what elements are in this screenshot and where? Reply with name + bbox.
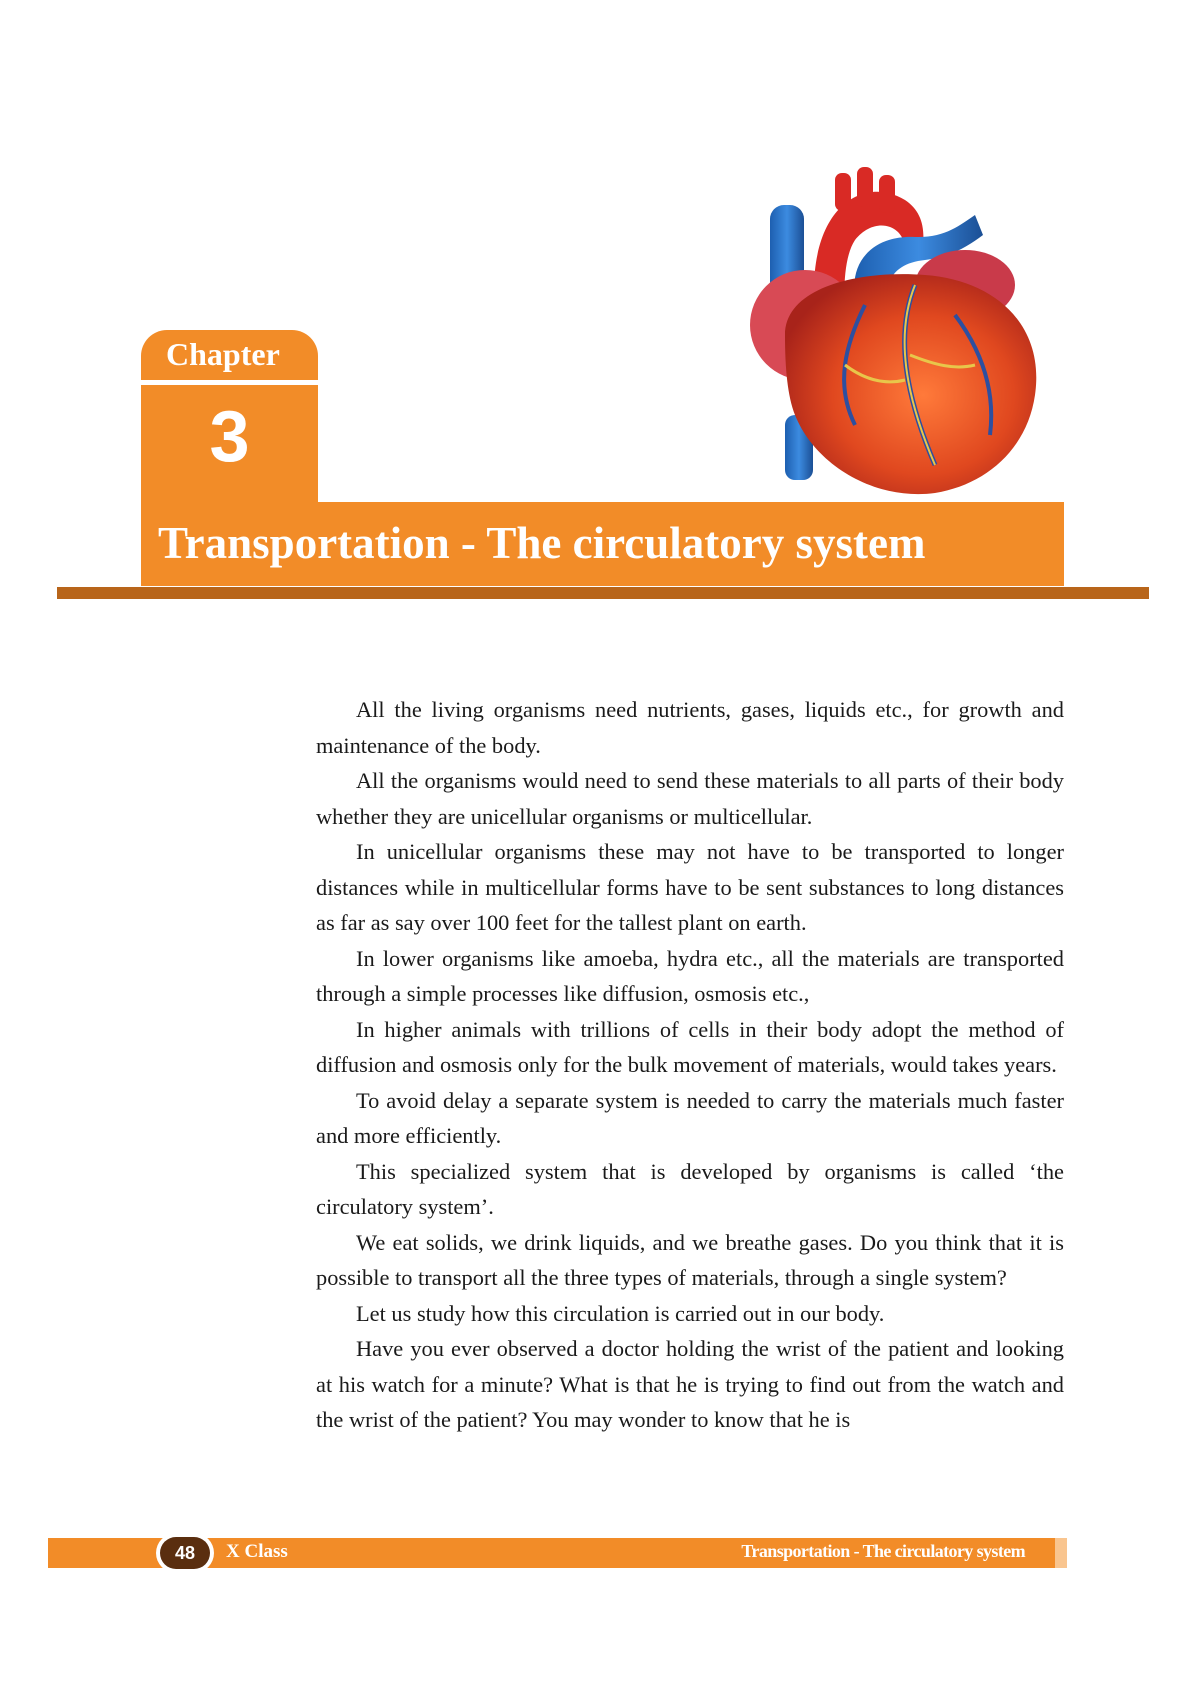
paragraph: We eat solids, we drink liquids, and we breathe gases. Do you think that it is possible to transport all the three types of materials, through a single system? xyxy=(316,1229,1064,1290)
paragraph: All the living organisms need nutrients, gases, liquids etc., for growth and maintenance of the body. xyxy=(316,697,1064,758)
footer-class-label: X Class xyxy=(226,1541,288,1562)
heart-illustration-icon xyxy=(745,165,1055,500)
paragraph: Have you ever observed a doctor holding the wrist of the patient and looking at his watch for a minute? What is that he is trying to find out from the watch and the wrist of the patient? You may wonder to know that he is xyxy=(316,1336,1064,1432)
page-number: 48 xyxy=(160,1537,210,1569)
divider-rule xyxy=(57,587,1149,599)
chapter-title: Transportation - The circulatory system xyxy=(158,518,926,568)
paragraph: This specialized system that is developed by organisms is called ‘the circulatory system’. xyxy=(316,1158,1064,1219)
paragraph: All the organisms would need to send these materials to all parts of their body whether they are unicellular organisms or multicellular. xyxy=(316,768,1064,829)
chapter-label: Chapter xyxy=(141,330,318,380)
chapter-number: 3 xyxy=(209,397,250,477)
paragraph: In unicellular organisms these may not have to be transported to longer distances while in multicellular forms have to be sent substances to long distances as far as say over 100 feet for the tallest plant on earth. xyxy=(316,839,1064,935)
footer-tab xyxy=(1055,1538,1067,1568)
paragraph: Let us study how this circulation is carried out in our body. xyxy=(356,1300,885,1326)
paragraph: To avoid delay a separate system is needed to carry the materials much faster and more efficiently. xyxy=(316,1087,1064,1148)
paragraph: In higher animals with trillions of cells in their body adopt the method of diffusion and osmosis only for the bulk movement of materials, would takes years. xyxy=(316,1016,1064,1077)
footer-running-title: Transportation - The circulatory system xyxy=(741,1541,1025,1561)
body-text xyxy=(316,692,1064,1438)
paragraph: In lower organisms like amoeba, hydra etc., all the materials are transported through a simple processes like diffusion, osmosis etc., xyxy=(316,945,1064,1006)
